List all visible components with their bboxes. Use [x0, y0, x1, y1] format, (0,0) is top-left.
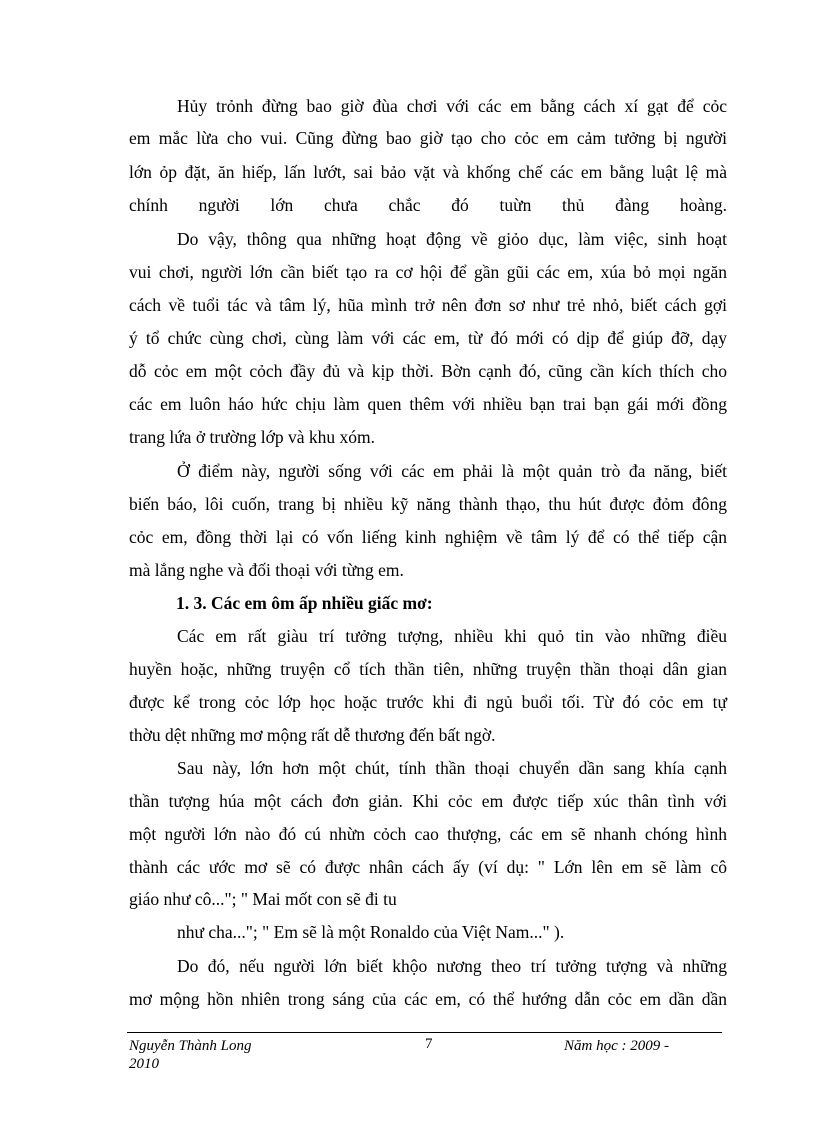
paragraph-line: dỗ cỏc em một cỏch đầy đủ và kịp thời. Bờn cạnh đó, cũng cần kích thích cho — [129, 361, 727, 381]
paragraph-line: trang lứa ở trường lớp và khu xóm. — [129, 427, 375, 447]
paragraph-line: thành các ước mơ sẽ có được nhân cách ấy (ví dụ: " Lớn lên em sẽ làm cô — [129, 857, 727, 877]
paragraph-line: giáo như cô..."; " Mai mốt con sẽ đi tu — [129, 889, 397, 909]
paragraph-line: cỏc em, đồng thời lại có vốn liếng kinh nghiệm về tâm lý để có thể tiếp cận — [129, 527, 727, 547]
paragraph-line: mơ mộng hồn nhiên trong sáng của các em, có thể hướng dẫn cỏc em dần dần — [129, 989, 727, 1009]
paragraph-line: được kể trong cỏc lớp học hoặc trước khi đi ngủ buổi tối. Từ đó cỏc em tự — [129, 692, 727, 712]
paragraph-line: một người lớn nào đó cú nhừn cỏch cao thượng, các em sẽ nhanh chóng hình — [129, 824, 727, 844]
paragraph-line: biến báo, lôi cuốn, trang bị nhiều kỹ năng thành thạo, thu hút được đỏm đông — [129, 494, 727, 514]
paragraph-line: Sau này, lớn hơn một chút, tính thần thoại chuyển dần sang khía cạnh — [177, 758, 727, 778]
page-number: 7 — [425, 1036, 433, 1052]
paragraph-line: huyền hoặc, những truyện cổ tích thần tiên, những truyện thần thoại dân gian — [129, 659, 727, 679]
paragraph-line: vui chơi, người lớn cần biết tạo ra cơ hội để gần gũi các em, xúa bỏ mọi ngăn — [129, 262, 727, 282]
section-heading: 1. 3. Các em ôm ấp nhiều giấc mơ: — [176, 593, 433, 613]
footer-author: Nguyễn Thành Long — [129, 1038, 252, 1054]
paragraph-line: em mắc lừa cho vui. Cũng đừng bao giờ tạo cho cỏc em cảm tưởng bị người — [129, 128, 727, 148]
paragraph-line: Do vậy, thông qua những hoạt động về giỏo dục, làm việc, sinh hoạt — [177, 229, 727, 249]
paragraph-line: chính người lớn chưa chắc đó tuừn thủ đàng hoàng. — [129, 195, 727, 215]
paragraph-line: thần tượng húa một cách đơn giản. Khi cỏc em được tiếp xúc thân tình với — [129, 791, 727, 811]
paragraph-line: lớn ỏp đặt, ăn hiếp, lấn lướt, sai bảo vặt và khống chế các em bằng luật lệ mà — [129, 162, 727, 182]
paragraph-line: mà lắng nghe và đối thoại với từng em. — [129, 560, 404, 580]
paragraph-line: Do đó, nếu người lớn biết khộo nương theo trí tưởng tượng và những — [177, 956, 727, 976]
paragraph-line: Các em rất giàu trí tưởng tượng, nhiều khi quỏ tin vào những điều — [177, 626, 727, 646]
paragraph-line: Hủy trỏnh đừng bao giờ đùa chơi với các em bằng cách xí gạt để cỏc — [177, 96, 727, 116]
footer-school-year-end: 2010 — [129, 1056, 159, 1072]
paragraph-line: cách về tuổi tác và tâm lý, hũa mình trở nên đơn sơ như trẻ nhỏ, biết cách gợi — [129, 295, 727, 315]
paragraph-line: thờu dệt những mơ mộng rất dễ thương đến bất ngờ. — [129, 725, 496, 745]
paragraph-line: như cha..."; " Em sẽ là một Ronaldo của Việt Nam..." ). — [177, 922, 565, 942]
footer-school-year: Năm học : 2009 - — [564, 1038, 669, 1054]
footer-divider — [127, 1032, 722, 1033]
paragraph-line: các em luôn háo hức chịu làm quen thêm với nhiều bạn trai bạn gái mới đồng — [129, 394, 727, 414]
paragraph-line: ý tổ chức cùng chơi, cùng làm với các em, từ đó mới có dịp để giúp đỡ, dạy — [129, 328, 727, 348]
paragraph-line: Ở điểm này, người sống với các em phải là một quản trò đa năng, biết — [177, 461, 727, 481]
